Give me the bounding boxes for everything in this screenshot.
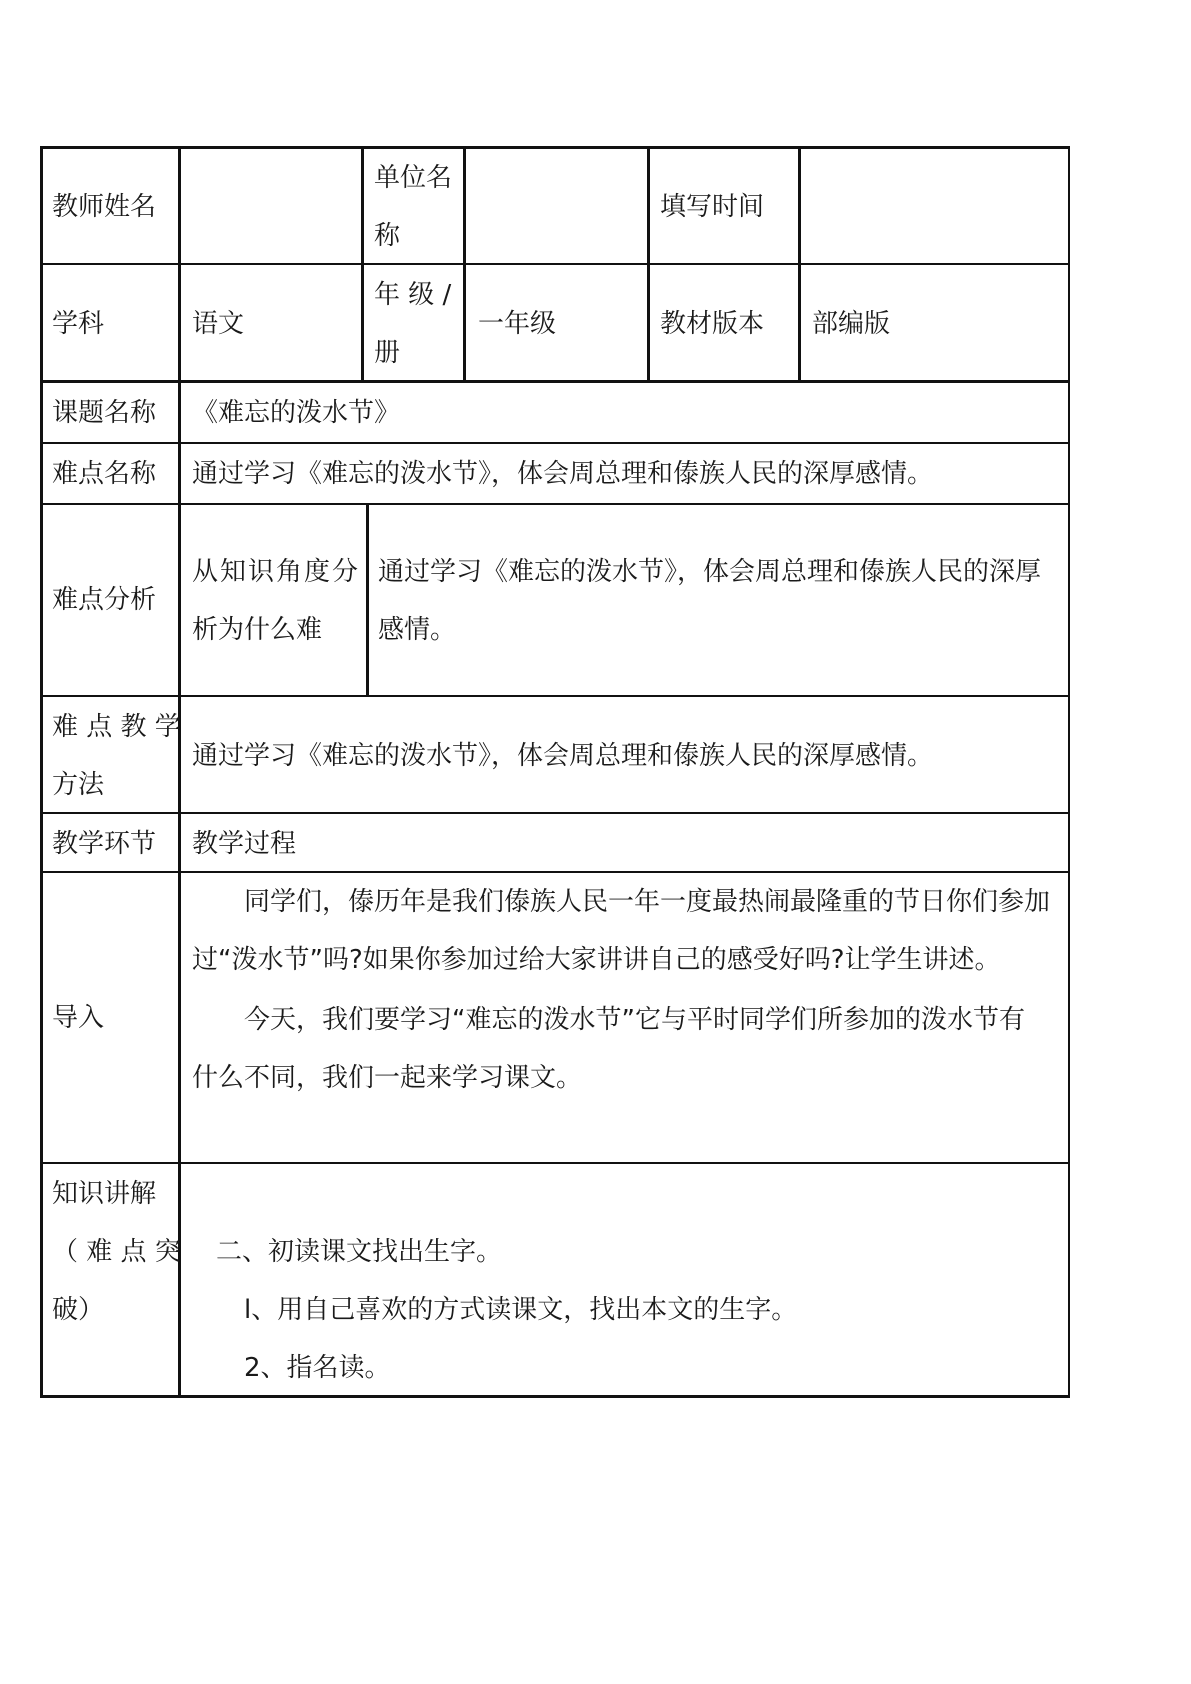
unit-name-label-line2: 称	[374, 221, 401, 251]
analysis-label: 难点分析	[52, 585, 157, 615]
grid-line	[40, 503, 1070, 505]
textbook-value: 部编版	[812, 309, 891, 339]
intro-line: 过“泼水节”吗?如果你参加过给大家讲讲自己的感受好吗?让学生讲述。	[192, 945, 1001, 975]
grid-line	[40, 695, 1070, 697]
method-label-line1: 难 点 教 学	[52, 712, 181, 742]
knowledge-line: 二、初读课文找出生字。	[216, 1237, 503, 1267]
analysis-sublabel-line2: 析为什么难	[192, 615, 323, 645]
grid-line	[178, 146, 181, 1398]
knowledge-label-line3: 破）	[52, 1295, 105, 1325]
grid-line	[361, 146, 364, 383]
grid-line	[40, 1162, 1070, 1164]
topic-label: 课题名称	[52, 398, 157, 428]
analysis-sublabel-line1: 从知识角度分	[192, 557, 361, 587]
method-value: 通过学习《难忘的泼水节》，体会周总理和傣族人民的深厚感情。	[192, 741, 934, 771]
intro-label: 导入	[52, 1003, 105, 1033]
knowledge-line: l、用自己喜欢的方式读课文，找出本文的生字。	[244, 1295, 798, 1325]
intro-line: 今天，我们要学习“难忘的泼水节”它与平时同学们所参加的泼水节有	[244, 1005, 1025, 1035]
subject-label: 学科	[52, 309, 105, 339]
knowledge-line: 2、指名读。	[244, 1353, 391, 1383]
grid-line	[798, 146, 801, 383]
process-header-label: 教学环节	[52, 829, 157, 859]
textbook-label: 教材版本	[660, 309, 765, 339]
grid-line	[647, 146, 650, 383]
grid-line	[463, 146, 466, 383]
grid-line	[40, 380, 1070, 383]
grid-line	[40, 442, 1070, 444]
subject-value: 语文	[192, 309, 245, 339]
method-label-line2: 方法	[52, 770, 105, 800]
grade-label-line2: 册	[374, 338, 401, 368]
fill-time-label: 填写时间	[660, 192, 765, 222]
grid-line	[40, 812, 1070, 814]
knowledge-label-line2: （ 难 点 突	[52, 1237, 181, 1267]
knowledge-label-line1: 知识讲解	[52, 1179, 157, 1209]
topic-value: 《难忘的泼水节》	[192, 398, 401, 428]
grade-label-line1: 年 级 /	[374, 280, 452, 310]
grid-line	[40, 146, 43, 1398]
grid-line	[40, 871, 1070, 873]
grid-line	[366, 503, 369, 697]
grid-line	[1068, 146, 1070, 1398]
analysis-value-line1: 通过学习《难忘的泼水节》，体会周总理和傣族人民的深厚	[378, 557, 1042, 587]
grid-line	[40, 1395, 1070, 1398]
teacher-name-label: 教师姓名	[52, 192, 157, 222]
grid-line	[40, 263, 1070, 265]
grid-line	[40, 146, 1070, 149]
intro-line: 同学们，傣历年是我们傣族人民一年一度最热闹最隆重的节日你们参加	[244, 887, 1051, 917]
intro-line: 什么不同，我们一起来学习课文。	[192, 1063, 583, 1093]
difficulty-label: 难点名称	[52, 459, 157, 489]
difficulty-value: 通过学习《难忘的泼水节》，体会周总理和傣族人民的深厚感情。	[192, 459, 934, 489]
unit-name-label-line1: 单位名	[374, 163, 453, 193]
process-header-value: 教学过程	[192, 829, 297, 859]
grade-value: 一年级	[478, 309, 557, 339]
analysis-value-line2: 感情。	[378, 615, 457, 645]
